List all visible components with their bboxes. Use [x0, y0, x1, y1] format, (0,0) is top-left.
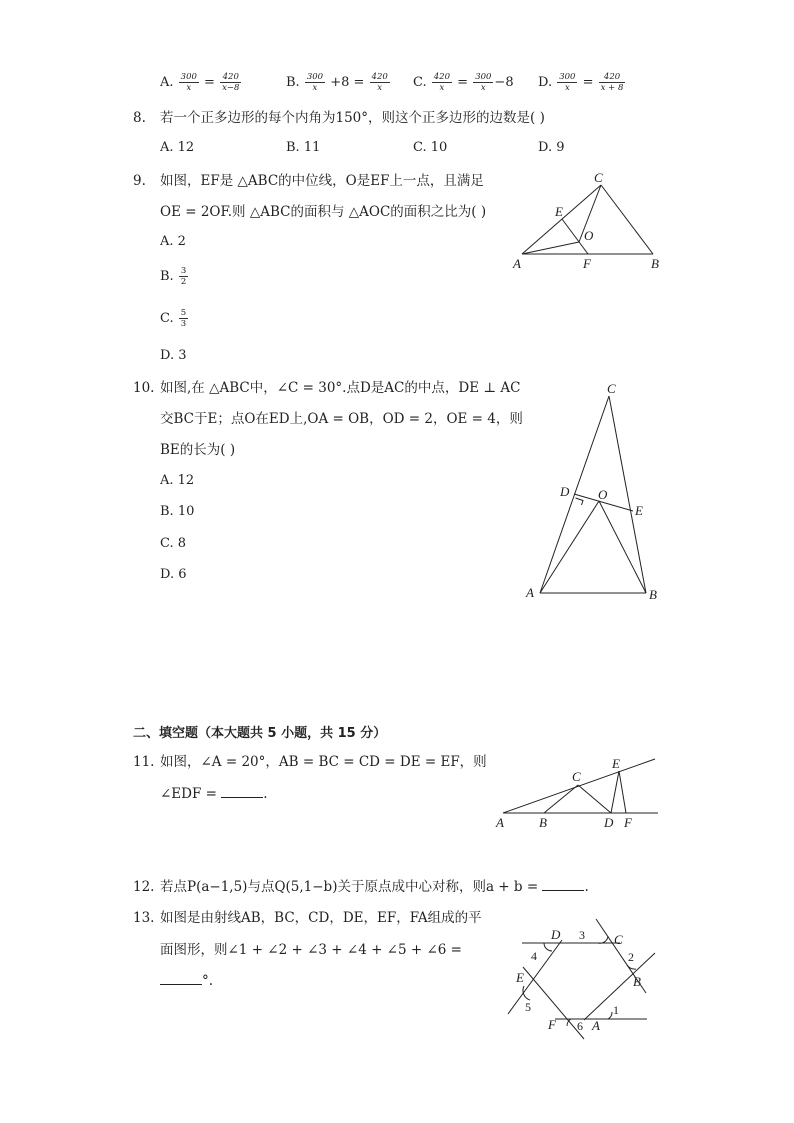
q13-number: 13. — [133, 910, 155, 926]
q13-label-4: 4 — [531, 949, 537, 963]
q10-stem-line1: 如图,在 △ABC中，∠C = 30°.点D是AC的中点，DE ⊥ AC — [160, 380, 521, 396]
q9-stem-line1: 如图，EF是 △ABC的中位线，O是EF上一点，且满足 — [160, 173, 484, 189]
q10-option-b: B. 10 — [160, 504, 195, 519]
q7-option-d: D. $\frac{300}{x}$ = $\frac{420}{x + 8}$ — [538, 72, 624, 93]
q11-label-f: F — [624, 815, 632, 830]
q13-label-6: 6 — [577, 1019, 583, 1033]
q8-option-b: B. 11 — [286, 140, 321, 155]
q7-option-a: A. $\frac{300}{x}$ = $\frac{420}{x-8}$ — [160, 72, 240, 93]
q13-line-ba — [584, 953, 655, 1020]
q7-option-b: B. $\frac{300}{x}$ +8 = $\frac{420}{x}$ — [286, 72, 388, 93]
q10-option-d: D. 6 — [160, 567, 187, 582]
q7-option-c: C. $\frac{420}{x}$ = $\frac{300}{x}$ −8 — [413, 72, 514, 93]
q12-number: 12. — [133, 879, 155, 895]
q8-option-c: C. 10 — [413, 140, 448, 155]
q10-option-a: A. 12 — [160, 473, 195, 488]
q9-label-a: A — [513, 256, 521, 271]
q13-label-1: 1 — [613, 1003, 619, 1017]
q13-label-f: F — [548, 1017, 556, 1032]
q13-label-5: 5 — [525, 1000, 531, 1014]
q9-label-b: B — [651, 256, 659, 271]
q13-angle-arc-3 — [598, 936, 608, 943]
q10-label-a: A — [526, 585, 534, 600]
q8-stem: 若一个正多边形的每个内角为150°，则这个正多边形的边数是( ) — [160, 110, 545, 126]
q11-label-a: A — [496, 815, 504, 830]
q10-label-e: E — [635, 503, 643, 518]
q13-label-d: D — [551, 927, 561, 942]
q8-option-a: A. 12 — [160, 140, 195, 155]
q9-label-o: O — [584, 228, 594, 243]
q13-angle-arc-4 — [544, 943, 552, 951]
q13-label-a: A — [592, 1018, 600, 1033]
q11-label-b: B — [539, 815, 547, 830]
q10-option-c: C. 8 — [160, 536, 187, 551]
q11-label-c: C — [572, 769, 581, 784]
q10-number: 10. — [133, 380, 155, 396]
q13-stem-line1: 如图是由射线AB，BC，CD，DE，EF，FA组成的平 — [160, 910, 482, 926]
q11-stem-line1: 如图，∠A = 20°，AB = BC = CD = DE = EF，则 — [160, 754, 487, 770]
q10-stem-line3: BE的长为( ) — [160, 442, 236, 458]
section-title-fill-in: 二、填空题（本大题共 5 小题，共 15 分） — [133, 726, 387, 741]
q9-option-a: A. 2 — [160, 234, 186, 249]
q9-option-d: D. 3 — [160, 348, 187, 363]
q10-label-o: O — [598, 487, 608, 502]
q13-label-b: B — [633, 974, 641, 989]
q13-label-3: 3 — [579, 928, 585, 942]
q10-stem-line2: 交BC于E；点O在ED上,OA = OB，OD = 2，OE = 4，则 — [160, 411, 523, 427]
q8-option-d: D. 9 — [538, 140, 565, 155]
q9-option-b: B. $\frac{3}{2}$ — [160, 266, 187, 287]
q11-number: 11. — [133, 754, 155, 770]
q9-option-c: C. $\frac{5}{3}$ — [160, 308, 187, 329]
q13-stem-line2: 面图形，则∠1 + ∠2 + ∠3 + ∠4 + ∠5 + ∠6 = — [160, 942, 462, 958]
q11-label-d: D — [604, 815, 614, 830]
q9-number: 9. — [133, 173, 146, 189]
q12-stem: 若点P(a−1,5)与点Q(5,1−b)关于原点成中心对称，则a + b = . — [160, 879, 589, 895]
q9-label-c: C — [594, 170, 603, 185]
q10-label-b: B — [649, 587, 657, 602]
q13-stem-line3: °. — [160, 972, 213, 990]
q13-angle-arc-2 — [627, 965, 636, 969]
q11-stem-line2: ∠EDF = . — [160, 786, 268, 802]
q9-label-f: F — [583, 256, 591, 271]
q11-label-e: E — [612, 756, 620, 771]
q13-label-c: C — [614, 932, 623, 947]
q13-label-2: 2 — [628, 950, 634, 964]
q10-label-c: C — [607, 381, 616, 396]
q8-number: 8. — [133, 110, 146, 126]
q9-stem-line2: OE = 2OF.则 △ABC的面积与 △AOC的面积之比为( ) — [160, 204, 487, 220]
q10-label-d: D — [560, 484, 570, 499]
q13-angle-arc-1 — [608, 1012, 612, 1019]
q9-label-e: E — [555, 204, 563, 219]
q13-label-e: E — [516, 970, 524, 985]
